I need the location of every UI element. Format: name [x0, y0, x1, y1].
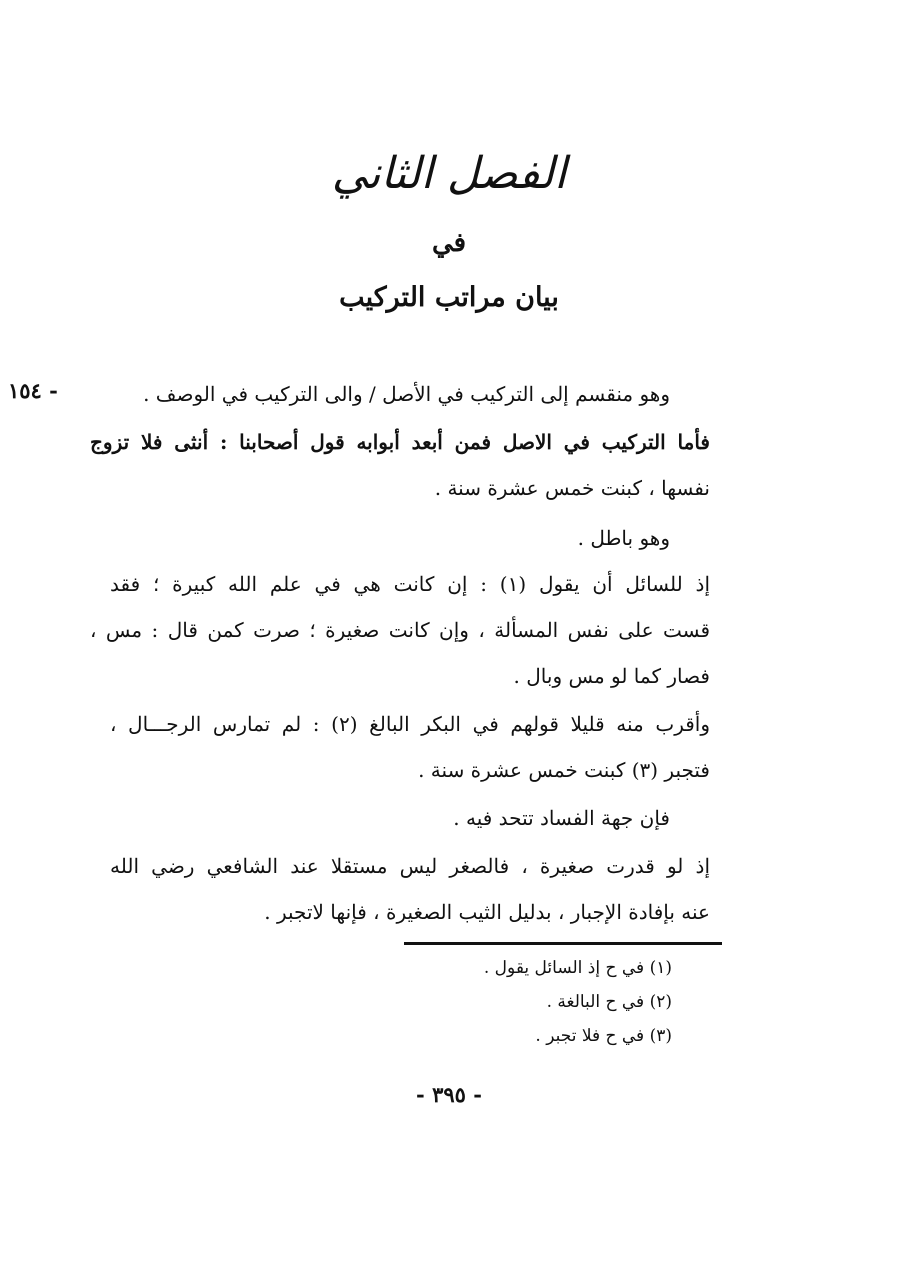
- body-line-6: قست على نفس المسألة ، وإن كانت صغيرة ؛ صرت كمن قال : مس ،: [90, 618, 710, 642]
- footnote-1: (١) في ح إذ السائل يقول .: [483, 958, 672, 978]
- body-line-7: فصار كما لو مس وبال .: [513, 664, 710, 688]
- body-line-10: فإن جهة الفساد تتحد فيه .: [453, 806, 670, 830]
- body-line-1: وهو منقسم إلى التركيب في الأصل / والى التركيب في الوصف .: [143, 382, 670, 406]
- chapter-title: الفصل الثاني: [331, 148, 567, 199]
- section-title: بيان مراتب التركيب: [339, 282, 559, 313]
- footnote-divider: [404, 942, 722, 945]
- body-line-9: فتجبر (٣) كبنت خمس عشرة سنة .: [418, 758, 710, 782]
- footnote-2: (٢) في ح البالغة .: [546, 992, 672, 1012]
- margin-page-ref: ١٥٤ -: [8, 378, 58, 403]
- body-line-3: نفسها ، كبنت خمس عشرة سنة .: [434, 476, 710, 500]
- in-word: في: [431, 228, 467, 258]
- body-line-12: عنه بإفادة الإجبار ، بدليل الثيب الصغيرة ، فإنها لاتجبر .: [264, 900, 710, 924]
- body-line-8: وأقرب منه قليلا قولهم في البكر البالغ (٢) : لم تمارس الرجـــال ،: [110, 712, 711, 736]
- footnote-3: (٣) في ح فلا تجبر .: [535, 1026, 672, 1046]
- body-line-5: إذ للسائل أن يقول (١) : إن كانت هي في علم الله كبيرة ؛ فقد: [110, 572, 710, 596]
- body-line-4: وهو باطل .: [577, 526, 670, 550]
- body-line-2: فأما التركيب في الاصل فمن أبعد أبوابه قول أصحابنا : أنثى فلا تزوج: [90, 430, 710, 454]
- page-number: - ٣٩٥ -: [416, 1082, 482, 1107]
- body-line-11: إذ لو قدرت صغيرة ، فالصغر ليس مستقلا عند الشافعي رضي الله: [110, 854, 710, 878]
